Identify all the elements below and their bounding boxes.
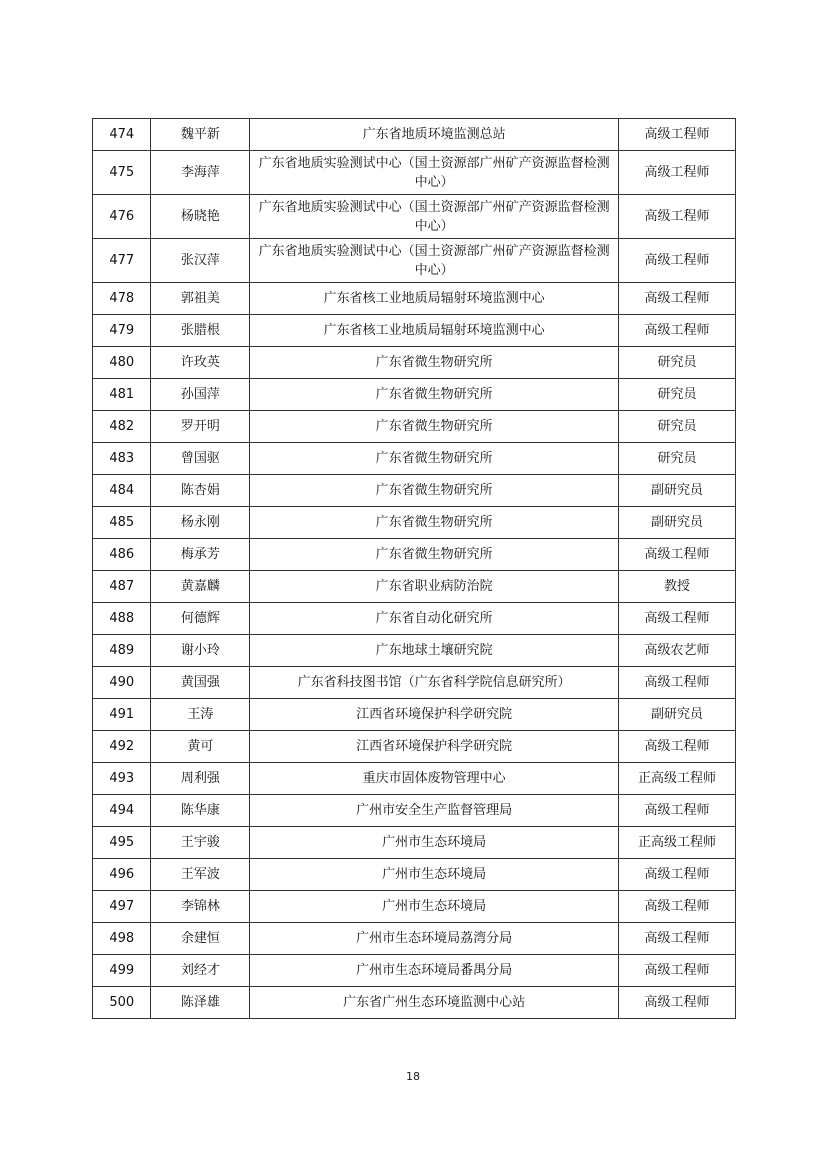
row-number: 483 (93, 443, 151, 475)
row-number: 484 (93, 475, 151, 507)
work-unit: 广东省微生物研究所 (250, 539, 619, 571)
table-row (93, 151, 736, 195)
person-name: 黄国强 (151, 667, 250, 699)
work-unit: 广东省广州生态环境监测中心站 (250, 987, 619, 1019)
professional-title: 高级工程师 (619, 859, 736, 891)
professional-title: 高级工程师 (619, 923, 736, 955)
professional-title: 高级工程师 (619, 891, 736, 923)
person-name: 陈华康 (151, 795, 250, 827)
professional-title: 高级工程师 (619, 731, 736, 763)
work-unit: 江西省环境保护科学研究院 (250, 731, 619, 763)
work-unit: 广东省微生物研究所 (250, 443, 619, 475)
work-unit: 广东省微生物研究所 (250, 379, 619, 411)
professional-title: 教授 (619, 571, 736, 603)
person-name: 谢小玲 (151, 635, 250, 667)
work-unit: 江西省环境保护科学研究院 (250, 699, 619, 731)
table-row (93, 603, 736, 635)
table-row (93, 119, 736, 151)
work-unit: 广东省微生物研究所 (250, 347, 619, 379)
professional-title: 研究员 (619, 379, 736, 411)
table-row (93, 443, 736, 475)
professional-title: 研究员 (619, 443, 736, 475)
row-number: 494 (93, 795, 151, 827)
work-unit: 广东省核工业地质局辐射环境监测中心 (250, 283, 619, 315)
table-row (93, 699, 736, 731)
person-name: 曾国驱 (151, 443, 250, 475)
row-number: 493 (93, 763, 151, 795)
person-name: 王宇骏 (151, 827, 250, 859)
person-name: 黄嘉麟 (151, 571, 250, 603)
professional-title: 正高级工程师 (619, 827, 736, 859)
person-name: 李锦林 (151, 891, 250, 923)
row-number: 480 (93, 347, 151, 379)
table-row (93, 571, 736, 603)
person-name: 陈泽雄 (151, 987, 250, 1019)
row-number: 474 (93, 119, 151, 151)
professional-title: 正高级工程师 (619, 763, 736, 795)
work-unit: 广州市生态环境局番禺分局 (250, 955, 619, 987)
table-row (93, 507, 736, 539)
table-row (93, 987, 736, 1019)
professional-title: 高级工程师 (619, 195, 736, 239)
professional-title: 高级工程师 (619, 315, 736, 347)
table-row (93, 379, 736, 411)
table-row (93, 955, 736, 987)
row-number: 489 (93, 635, 151, 667)
person-name: 郭祖美 (151, 283, 250, 315)
row-number: 481 (93, 379, 151, 411)
person-name: 王涛 (151, 699, 250, 731)
table-row (93, 859, 736, 891)
professional-title: 高级农艺师 (619, 635, 736, 667)
row-number: 499 (93, 955, 151, 987)
row-number: 476 (93, 195, 151, 239)
professional-title: 高级工程师 (619, 239, 736, 283)
work-unit: 广州市安全生产监督管理局 (250, 795, 619, 827)
row-number: 490 (93, 667, 151, 699)
professional-title: 高级工程师 (619, 603, 736, 635)
row-number: 496 (93, 859, 151, 891)
table-row (93, 539, 736, 571)
work-unit: 重庆市固体废物管理中心 (250, 763, 619, 795)
row-number: 477 (93, 239, 151, 283)
professional-title: 高级工程师 (619, 955, 736, 987)
table-row (93, 283, 736, 315)
expert-roster-table (92, 118, 736, 1019)
work-unit: 广东省职业病防治院 (250, 571, 619, 603)
row-number: 487 (93, 571, 151, 603)
work-unit: 广州市生态环境局 (250, 859, 619, 891)
person-name: 刘经才 (151, 955, 250, 987)
row-number: 498 (93, 923, 151, 955)
work-unit: 广州市生态环境局 (250, 827, 619, 859)
row-number: 492 (93, 731, 151, 763)
table-row (93, 731, 736, 763)
professional-title: 副研究员 (619, 507, 736, 539)
row-number: 497 (93, 891, 151, 923)
work-unit: 广东省微生物研究所 (250, 507, 619, 539)
table-row (93, 635, 736, 667)
work-unit: 广东省微生物研究所 (250, 411, 619, 443)
professional-title: 研究员 (619, 347, 736, 379)
person-name: 何德辉 (151, 603, 250, 635)
person-name: 张汉萍 (151, 239, 250, 283)
person-name: 孙国萍 (151, 379, 250, 411)
table-row (93, 795, 736, 827)
professional-title: 高级工程师 (619, 283, 736, 315)
row-number: 482 (93, 411, 151, 443)
row-number: 485 (93, 507, 151, 539)
row-number: 488 (93, 603, 151, 635)
person-name: 杨晓艳 (151, 195, 250, 239)
professional-title: 高级工程师 (619, 119, 736, 151)
work-unit: 广东省地质实验测试中心（国土资源部广州矿产资源监督检测中心） (250, 195, 619, 239)
table-row (93, 827, 736, 859)
person-name: 陈杏娟 (151, 475, 250, 507)
professional-title: 高级工程师 (619, 795, 736, 827)
work-unit: 广东省自动化研究所 (250, 603, 619, 635)
table-row (93, 667, 736, 699)
professional-title: 高级工程师 (619, 151, 736, 195)
row-number: 495 (93, 827, 151, 859)
row-number: 478 (93, 283, 151, 315)
work-unit: 广东省核工业地质局辐射环境监测中心 (250, 315, 619, 347)
professional-title: 副研究员 (619, 475, 736, 507)
person-name: 余建恒 (151, 923, 250, 955)
roster-body (93, 119, 736, 1019)
table-row (93, 315, 736, 347)
table-row (93, 891, 736, 923)
table-row (93, 923, 736, 955)
person-name: 魏平新 (151, 119, 250, 151)
row-number: 475 (93, 151, 151, 195)
table-row (93, 475, 736, 507)
table-row (93, 347, 736, 379)
professional-title: 高级工程师 (619, 987, 736, 1019)
professional-title: 高级工程师 (619, 667, 736, 699)
professional-title: 副研究员 (619, 699, 736, 731)
row-number: 491 (93, 699, 151, 731)
table-row (93, 195, 736, 239)
work-unit: 广东省地质实验测试中心（国土资源部广州矿产资源监督检测中心） (250, 151, 619, 195)
work-unit: 广东省地质实验测试中心（国土资源部广州矿产资源监督检测中心） (250, 239, 619, 283)
professional-title: 高级工程师 (619, 539, 736, 571)
work-unit: 广州市生态环境局 (250, 891, 619, 923)
work-unit: 广东省微生物研究所 (250, 475, 619, 507)
work-unit: 广东省科技图书馆（广东省科学院信息研究所） (250, 667, 619, 699)
person-name: 周利强 (151, 763, 250, 795)
row-number: 479 (93, 315, 151, 347)
person-name: 罗开明 (151, 411, 250, 443)
row-number: 486 (93, 539, 151, 571)
page-number: 18 (406, 1070, 420, 1083)
person-name: 梅承芳 (151, 539, 250, 571)
person-name: 张腊根 (151, 315, 250, 347)
person-name: 李海萍 (151, 151, 250, 195)
row-number: 500 (93, 987, 151, 1019)
table-row (93, 411, 736, 443)
table-row (93, 763, 736, 795)
table-row (93, 239, 736, 283)
person-name: 黄可 (151, 731, 250, 763)
work-unit: 广东省地质环境监测总站 (250, 119, 619, 151)
person-name: 王军波 (151, 859, 250, 891)
professional-title: 研究员 (619, 411, 736, 443)
work-unit: 广州市生态环境局荔湾分局 (250, 923, 619, 955)
person-name: 杨永刚 (151, 507, 250, 539)
work-unit: 广东地球土壤研究院 (250, 635, 619, 667)
person-name: 许玫英 (151, 347, 250, 379)
